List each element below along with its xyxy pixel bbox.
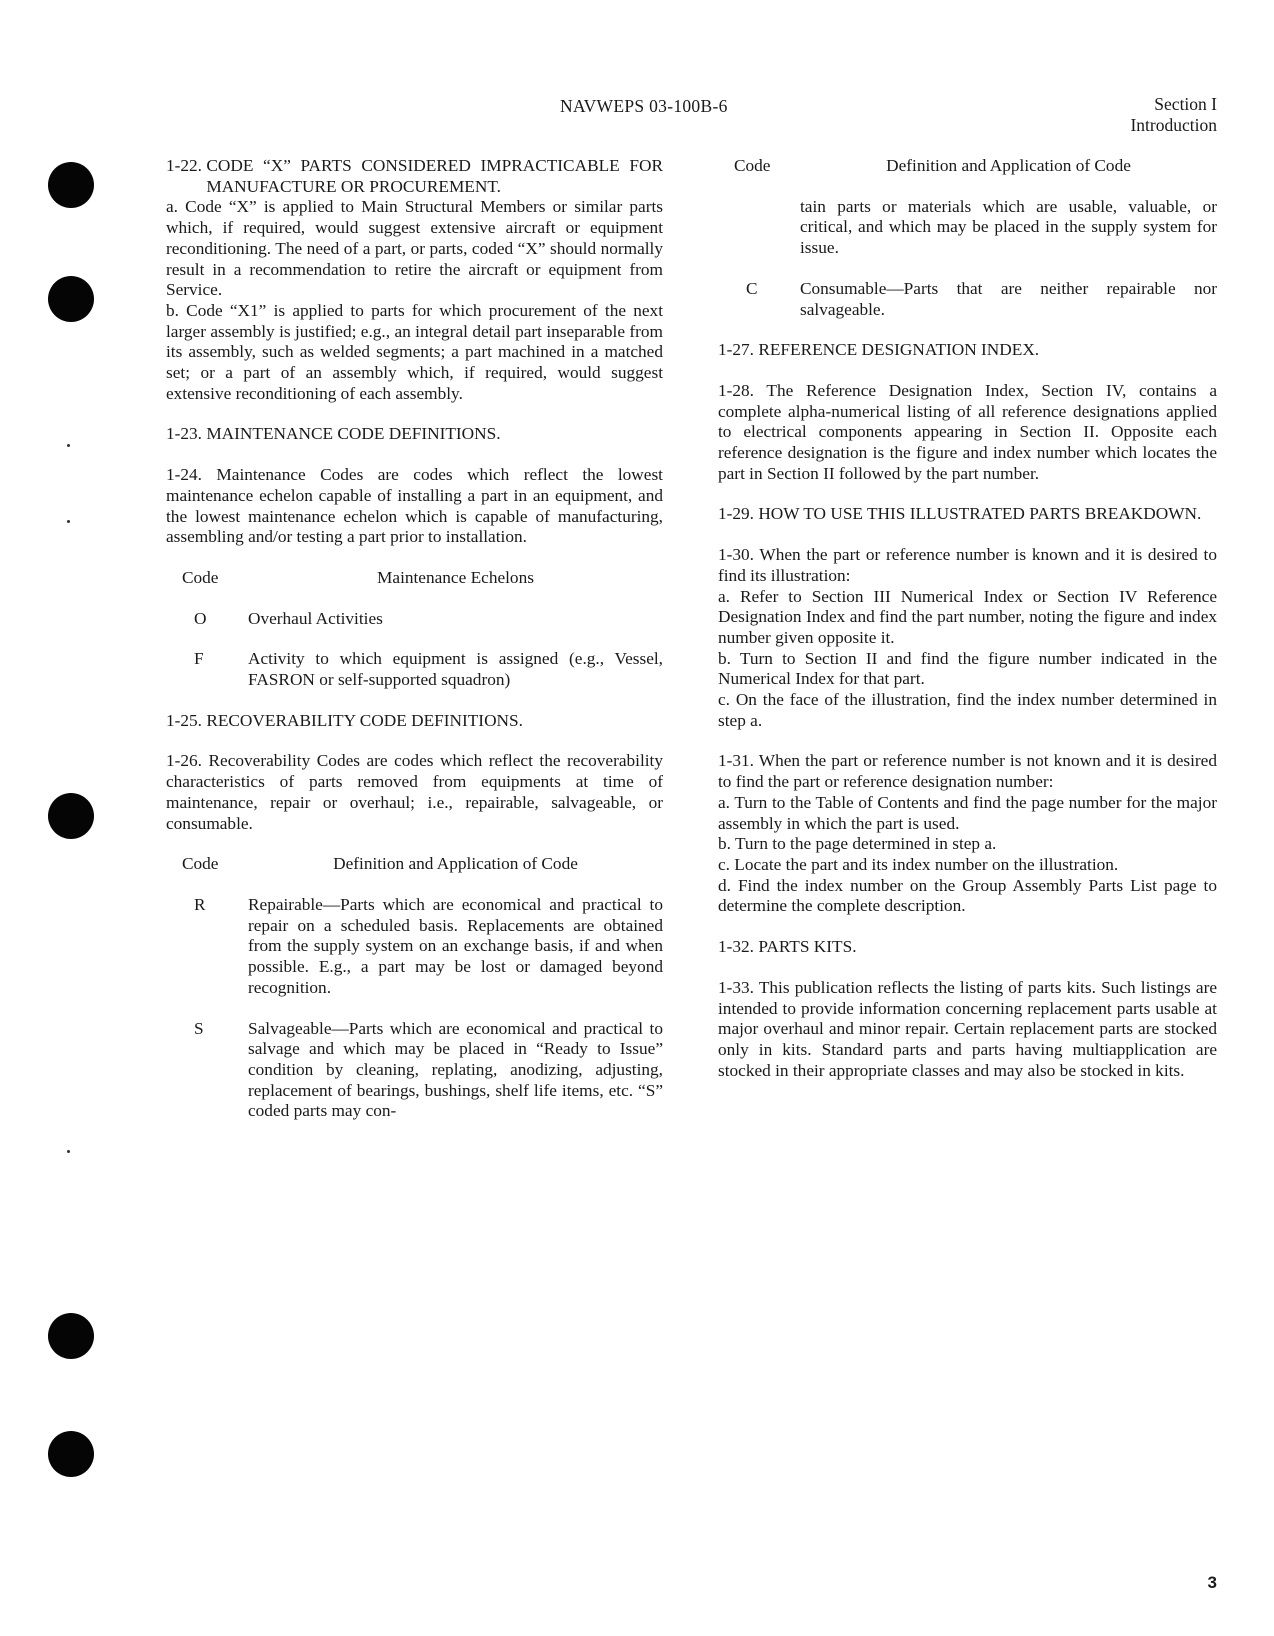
paragraph-1-26: 1-26. Recoverability Codes are codes which reflect the recoverability characteristics of parts removed from equipments at time of maintenance, repair or overhaul; i.e., repairable, salvageable, or consumable. xyxy=(166,751,663,833)
heading-1-29 xyxy=(718,504,1217,525)
section-label: Section I xyxy=(1154,94,1217,114)
document-number: NAVWEPS 03-100B-6 xyxy=(560,96,728,116)
scan-speck xyxy=(67,520,70,523)
section-title: Introduction xyxy=(1130,115,1217,135)
recoverability-table-header-continued xyxy=(718,156,1217,177)
heading-1-29-number: 1-29. xyxy=(718,504,754,524)
paragraph-1-31: 1-31. When the part or reference number is not known and it is desired to find the part or reference designation number: xyxy=(718,751,1217,792)
heading-1-22 xyxy=(166,156,663,197)
definition-column-header: Definition and Application of Code xyxy=(333,854,578,874)
paragraph-1-30: 1-30. When the part or reference number is known and it is desired to find its illustration: xyxy=(718,545,1217,585)
code-column-header: Code xyxy=(182,854,219,874)
binder-hole xyxy=(48,162,94,208)
code-column-header: Code xyxy=(734,156,771,175)
description-cell: Activity to which equipment is assigned (e.g., Vessel, FASRON or self-supported squadron) xyxy=(248,649,663,690)
paragraph-1-22-b: b. Code “X1” is applied to parts for which procurement of the next larger assembly is justified; e.g., an integral detail part inseparable from its assembly, such as welded segments; a part machined in a matched set; or a part of an assembly which, if required, would suggest extensive reconditioning of each assembly. xyxy=(166,300,663,403)
heading-1-23: 1-23. MAINTENANCE CODE DEFINITIONS. xyxy=(166,424,501,444)
right-column xyxy=(718,156,1217,1101)
binder-hole xyxy=(48,793,94,839)
maintenance-table-header xyxy=(166,568,663,589)
maintenance-row xyxy=(166,609,663,630)
code-cell: C xyxy=(746,278,758,298)
paragraph-1-24: 1-24. Maintenance Codes are codes which reflect the lowest maintenance echelon capable of installing a part in an equipment, and the lowest maintenance echelon which is capable of manufacturing, assembling and/or testing a part prior to installation. xyxy=(166,465,663,547)
section-header xyxy=(1130,94,1217,136)
definition-column-header: Definition and Application of Code xyxy=(886,156,1131,175)
code-cell: S xyxy=(194,1018,204,1038)
heading-1-25: 1-25. RECOVERABILITY CODE DEFINITIONS. xyxy=(166,710,523,730)
recoverability-table-header xyxy=(166,854,663,875)
heading-1-29-title: HOW TO USE THIS ILLUSTRATED PARTS BREAKDOWN. xyxy=(758,504,1202,524)
code-column-header: Code xyxy=(182,567,219,587)
paragraph-1-31-d: d. Find the index number on the Group Assembly Parts List page to determine the complete description. xyxy=(718,875,1217,916)
paragraph-1-30-a: a. Refer to Section III Numerical Index or Section IV Reference Designation Index and find the part number, noting the figure and index number given opposite it. xyxy=(718,586,1217,647)
left-column xyxy=(166,156,663,1142)
description-cell: Consumable—Parts that are neither repairable nor salvageable. xyxy=(800,278,1217,319)
description-cell: Salvageable—Parts which are economical and practical to salvage and which may be placed in “Ready to Issue” condition by cleaning, replating, anodizing, adjusting, replacement of bearings, bushings, shelf life items, etc. “S” coded parts may con- xyxy=(248,1018,663,1121)
paragraph-1-33: 1-33. This publication reflects the listing of parts kits. Such listings are intended to provide information concerning replacement parts usable at major overhaul and minor repair. Certain replacement parts are stocked only in kits. Standard parts and parts having multiapplication are stocked in their appropriate classes and may also be stocked in kits. xyxy=(718,977,1217,1080)
salvageable-continuation: tain parts or materials which are usable, valuable, or critical, and which may be placed in the supply system for issue. xyxy=(800,196,1217,258)
heading-1-32: 1-32. PARTS KITS. xyxy=(718,937,857,957)
paragraph-1-31-b: b. Turn to the page determined in step a. xyxy=(718,834,997,854)
echelon-column-header: Maintenance Echelons xyxy=(377,567,534,587)
paragraph-1-30-c: c. On the face of the illustration, find the index number determined in step a. xyxy=(718,690,1217,730)
binder-hole xyxy=(48,276,94,322)
code-cell: O xyxy=(194,608,207,628)
paragraph-1-22-a: a. Code “X” is applied to Main Structural Members or similar parts which, if required, would suggest extensive aircraft or equipment reconditioning. The need of a part, or parts, coded “X” should normally result in a recommendation to retire the aircraft or equipment from Service. xyxy=(166,197,663,300)
page-number: 3 xyxy=(1207,1573,1217,1592)
maintenance-row xyxy=(166,649,663,690)
heading-1-27: 1-27. REFERENCE DESIGNATION INDEX. xyxy=(718,340,1040,360)
paragraph-1-30-b: b. Turn to Section II and find the figure number indicated in the Numerical Index for that part. xyxy=(718,648,1217,689)
description-cell: Overhaul Activities xyxy=(248,608,383,628)
scan-speck xyxy=(67,444,70,447)
recoverability-row xyxy=(166,1019,663,1123)
recoverability-row xyxy=(718,279,1217,320)
paragraph-1-31-c: c. Locate the part and its index number on the illustration. xyxy=(718,854,1119,874)
recoverability-row xyxy=(166,895,663,999)
heading-1-22-title: CODE “X” PARTS CONSIDERED IMPRACTICABLE FOR MANUFACTURE OR PROCUREMENT. xyxy=(206,156,663,196)
binder-hole xyxy=(48,1313,94,1359)
code-cell: R xyxy=(194,894,206,914)
heading-1-22-number: 1-22. xyxy=(166,156,202,175)
scan-speck xyxy=(67,1150,70,1153)
paragraph-1-28: 1-28. The Reference Designation Index, Section IV, contains a complete alpha-numerical listing of all reference designations applied to electrical components appearing in Section II. Opposite each reference designation is the figure and index number which locates the part in Section II followed by the part number. xyxy=(718,380,1217,483)
description-cell: Repairable—Parts which are economical and practical to repair on a scheduled basis. Replacements are obtained from the supply system on an exchange basis, if and when possible. E.g., a part may be lost or damaged beyond recognition. xyxy=(248,894,663,997)
binder-hole xyxy=(48,1431,94,1477)
code-cell: F xyxy=(194,649,204,669)
paragraph-1-31-a: a. Turn to the Table of Contents and find the page number for the major assembly in which the part is used. xyxy=(718,792,1217,833)
